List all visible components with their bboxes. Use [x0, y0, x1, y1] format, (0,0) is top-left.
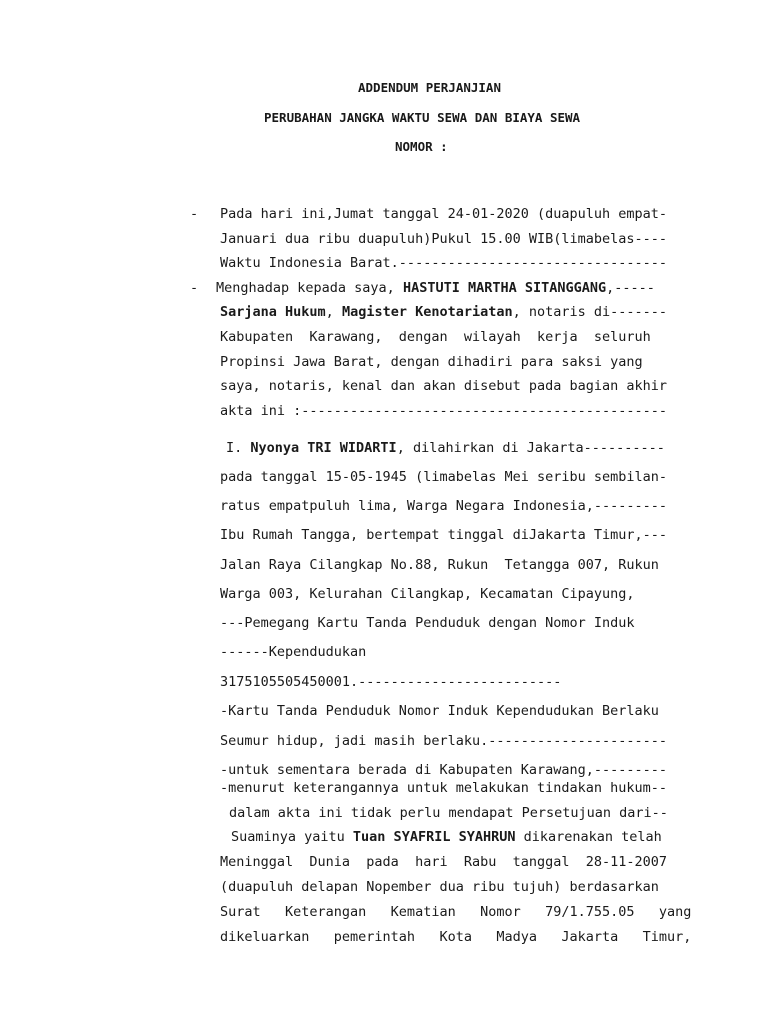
- paragraph-line: dalam akta ini tidak perlu mendapat Persetujuan dari--: [229, 805, 668, 821]
- paragraph-line: Jalan Raya Cilangkap No.88, Rukun Tetangga 007, Rukun: [220, 557, 659, 573]
- paragraph-line: Kabupaten Karawang, dengan wilayah kerja seluruh: [220, 329, 651, 345]
- paragraph-line: Januari dua ribu duapuluh)Pukul 15.00 WIB(limabelas----: [220, 231, 668, 247]
- paragraph-line: Seumur hidup, jadi masih berlaku.----------------------: [220, 733, 668, 749]
- paragraph-line: -Kartu Tanda Penduduk Nomor Induk Kependudukan Berlaku: [220, 703, 659, 719]
- paragraph-line: Warga 003, Kelurahan Cilangkap, Kecamatan Cipayung,: [220, 586, 635, 602]
- paragraph-line: ------Kependudukan: [220, 644, 367, 660]
- paragraph-line: Propinsi Jawa Barat, dengan dihadiri para saksi yang: [220, 354, 643, 370]
- paragraph-line: Suaminya yaitu Tuan SYAFRIL SYAHRUN dikarenakan telah: [231, 829, 662, 845]
- paragraph-line: (duapuluh delapan Nopember dua ribu tujuh) berdasarkan: [220, 879, 659, 895]
- bullet-dash: -: [190, 206, 199, 222]
- paragraph-line: Surat Keterangan Kematian Nomor 79/1.755.05 yang: [220, 904, 692, 920]
- paragraph-line: I. Nyonya TRI WIDARTI, dilahirkan di Jakarta----------: [226, 440, 665, 456]
- doc-subtitle: PERUBAHAN JANGKA WAKTU SEWA DAN BIAYA SEWA: [264, 110, 581, 125]
- paragraph-line: ---Pemegang Kartu Tanda Penduduk dengan Nomor Induk: [220, 615, 635, 631]
- paragraph-line: Ibu Rumah Tangga, bertempat tinggal diJakarta Timur,---: [220, 527, 668, 543]
- paragraph-line: Menghadap kepada saya, HASTUTI MARTHA SITANGGANG,-----: [216, 280, 655, 296]
- bullet-dash: -: [190, 280, 199, 296]
- paragraph-line: Sarjana Hukum, Magister Kenotariatan, notaris di-------: [220, 304, 668, 320]
- paragraph-line: ratus empatpuluh lima, Warga Negara Indonesia,---------: [220, 498, 668, 514]
- doc-number-label: NOMOR :: [395, 139, 448, 154]
- paragraph-line: Meninggal Dunia pada hari Rabu tanggal 28-11-2007: [220, 854, 668, 870]
- doc-title: ADDENDUM PERJANJIAN: [358, 80, 501, 95]
- paragraph-line: 3175105505450001.-------------------------: [220, 674, 562, 690]
- paragraph-line: saya, notaris, kenal dan akan disebut pada bagian akhir: [220, 378, 668, 394]
- paragraph-line: akta ini :---------------------------------------------: [220, 403, 668, 419]
- paragraph-line: -menurut keterangannya untuk melakukan tindakan hukum--: [220, 780, 668, 796]
- paragraph-line: Waktu Indonesia Barat.---------------------------------: [220, 255, 668, 271]
- paragraph-line: pada tanggal 15-05-1945 (limabelas Mei seribu sembilan-: [220, 469, 668, 485]
- paragraph-line: -untuk sementara berada di Kabupaten Karawang,---------: [220, 762, 668, 778]
- paragraph-line: Pada hari ini,Jumat tanggal 24-01-2020 (duapuluh empat-: [220, 206, 668, 222]
- paragraph-line: dikeluarkan pemerintah Kota Madya Jakarta Timur,: [220, 929, 692, 945]
